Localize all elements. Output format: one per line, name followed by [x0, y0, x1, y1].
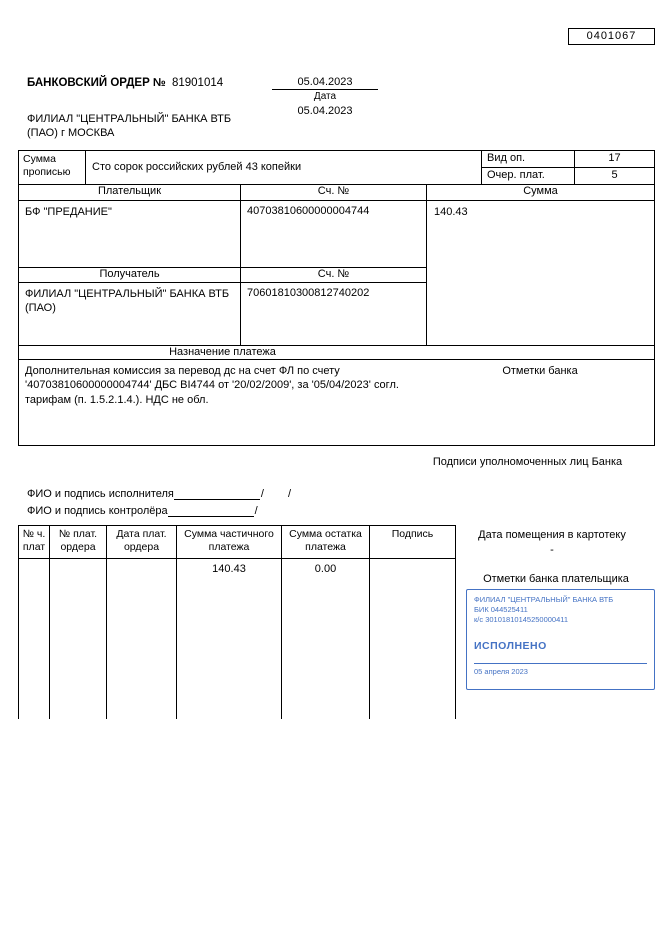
controller-slash: /: [254, 505, 258, 517]
bank-signatures-label: Подписи уполномоченных лиц Банка: [432, 456, 623, 468]
purpose-text: Дополнительная комиссия за перевод дс на счет ФЛ по счету '40703810600000004744' ДБС BI4744 от '20/02/2009', за '05/04/2023' согл. тарифам (п. 1.5.2.1.4.). НДС не обл.: [25, 365, 399, 406]
stamp-status: ИСПОЛНЕНО: [474, 640, 547, 653]
payee-header-row: [19, 268, 426, 283]
order-date-value: [106, 559, 176, 719]
card-file-label: Дата помещения в картотеку: [478, 529, 626, 541]
partial-sum-value: 140.43: [176, 559, 281, 719]
partial-payments-data-row: [18, 559, 456, 719]
payer-name: БФ "ПРЕДАНИЕ": [19, 201, 241, 267]
col-partial-number: № ч. плат: [18, 526, 49, 558]
payment-priority-row: [482, 168, 654, 184]
purpose-body-row: [19, 360, 654, 445]
payer-account-header: Сч. №: [317, 185, 350, 197]
operation-type-row: [482, 151, 654, 168]
payee-name-line2: (ПАО): [25, 302, 56, 315]
partial-payments-header-row: [18, 525, 456, 559]
payee-header: Получатель: [19, 268, 241, 282]
sum-value: 140.43: [434, 206, 468, 218]
order-number: 81901014: [171, 77, 224, 89]
stamp-date: 05 апреля 2023: [474, 663, 647, 677]
executor-slash-1: /: [260, 488, 264, 500]
executor-signature-line: [27, 486, 291, 500]
sum-column: [426, 185, 654, 345]
amount-in-words-value: Сто сорок российских рублей 43 копейки: [86, 151, 482, 184]
payment-priority-label: Очер. плат.: [487, 169, 545, 181]
amount-in-words-label: Сумма прописью: [19, 151, 86, 184]
payer-account: 40703810600000004744: [247, 205, 370, 217]
parties-section: [19, 185, 654, 345]
payee-account: 70601810300812740202: [247, 287, 370, 299]
signature-cell: [369, 559, 456, 719]
col-signature: Подпись: [369, 526, 456, 558]
document-title-label: БАНКОВСКИЙ ОРДЕР №: [27, 77, 166, 89]
purpose-header: Назначение платежа: [169, 346, 276, 358]
executor-signature-underline: [174, 488, 260, 500]
purpose-header-row: [19, 345, 654, 360]
date-value-top: 05.04.2023: [272, 76, 378, 90]
executor-signature-label: ФИО и подпись исполнителя: [27, 488, 174, 500]
document-title: [27, 77, 223, 89]
payer-bank-marks-label: Отметки банка плательщика: [483, 573, 629, 585]
col-remainder-sum: Сумма остатка платежа: [281, 526, 369, 558]
card-file-value: -: [550, 544, 554, 557]
executor-slash-2: /: [287, 488, 292, 500]
date-block: [272, 76, 378, 117]
parties-left: [19, 185, 426, 345]
controller-signature-underline: [168, 505, 254, 517]
issuing-bank-name: [27, 113, 231, 141]
payer-data-row: [19, 201, 426, 268]
col-partial-sum: Сумма частичного платежа: [176, 526, 281, 558]
issuing-bank-name-line1: ФИЛИАЛ "ЦЕНТРАЛЬНЫЙ" БАНКА ВТБ: [27, 113, 232, 125]
sum-header: Сумма: [427, 185, 654, 201]
issuing-bank-name-line2: (ПАО) г МОСКВА: [27, 126, 115, 139]
remainder-sum-value: 0.00: [281, 559, 369, 719]
amount-row: [19, 151, 654, 185]
form-code-box: 0401067: [568, 28, 655, 45]
bank-marks-label: Отметки банка: [502, 365, 578, 377]
payee-account-header: Сч. №: [317, 268, 350, 280]
col-order-number: № плат. ордера: [49, 526, 106, 558]
stamp-corr-account: к/с 30101810145250000411: [474, 615, 569, 625]
payee-name: [19, 283, 241, 345]
payer-header-row: [19, 185, 426, 201]
main-table: [18, 150, 655, 446]
payment-priority-value: 5: [574, 168, 654, 184]
operation-type-value: 17: [574, 151, 654, 167]
partial-payments-table: [18, 525, 456, 719]
payer-header: Плательщик: [19, 185, 241, 200]
date-label: Дата: [313, 91, 337, 102]
operation-type-label: Вид оп.: [487, 152, 526, 164]
payee-data-row: [19, 283, 426, 345]
controller-signature-line: [27, 503, 258, 517]
controller-signature-label: ФИО и подпись контролёра: [27, 505, 168, 517]
card-file-block: [466, 528, 638, 559]
partial-number-value: [18, 559, 49, 719]
order-number-value: [49, 559, 106, 719]
bank-execution-stamp: [466, 589, 655, 690]
col-order-date: Дата плат. ордера: [106, 526, 176, 558]
date-value-bottom: 05.04.2023: [297, 105, 353, 117]
stamp-bik: БИК 044525411: [474, 605, 528, 615]
stamp-bank-name: ФИЛИАЛ "ЦЕНТРАЛЬНЫЙ" БАНКА ВТБ: [474, 595, 614, 604]
operation-info: [482, 151, 654, 184]
payee-name-line1: ФИЛИАЛ "ЦЕНТРАЛЬНЫЙ" БАНКА ВТБ: [25, 288, 230, 300]
